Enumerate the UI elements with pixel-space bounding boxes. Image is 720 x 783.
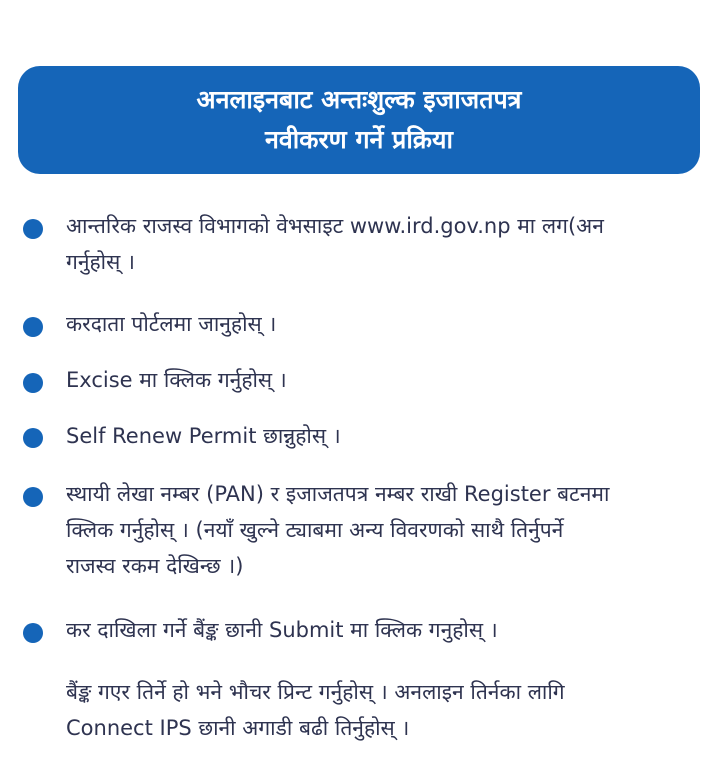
bullet-icon bbox=[23, 428, 43, 448]
title-line-1: अनलाइनबाट अन्तःशुल्क इजाजतपत्र bbox=[196, 85, 522, 114]
step-4-line-1: Self Renew Permit छान्नुहोस् । bbox=[66, 424, 341, 448]
step-1-line-1: आन्तरिक राजस्व विभागको वेभसाइट www.ird.gov.np मा लग(अन bbox=[66, 214, 604, 238]
note-line-2: Connect IPS छानी अगाडी बढी तिर्नुहोस् । bbox=[66, 716, 410, 740]
bullet-icon bbox=[23, 317, 43, 337]
bullet-icon bbox=[23, 487, 43, 507]
note-line-1: बैंङ्क गएर तिर्ने हो भने भौचर प्रिन्ट गर्नुहोस् । अनलाइन तिर्नका लागि bbox=[66, 680, 565, 704]
step-3-line-1: Excise मा क्लिक गर्नुहोस् । bbox=[66, 368, 287, 392]
step-1-line-2: गर्नुहोस् । bbox=[66, 250, 135, 274]
bullet-icon bbox=[23, 373, 43, 393]
step-5-line-1: स्थायी लेखा नम्बर (PAN) र इजाजतपत्र नम्बर राखी Register बटनमा bbox=[66, 482, 610, 506]
title-line-2: नवीकरण गर्ने प्रक्रिया bbox=[265, 125, 453, 154]
step-6-line-1: कर दाखिला गर्ने बैंङ्क छानी Submit मा क्लिक गनुहोस् । bbox=[66, 618, 498, 642]
step-5-line-3: राजस्व रकम देखिन्छ ।) bbox=[66, 554, 244, 578]
bullet-icon bbox=[23, 623, 43, 643]
title-banner bbox=[18, 66, 700, 174]
bullet-icon bbox=[23, 219, 43, 239]
step-5-line-2: क्लिक गर्नुहोस् । (नयाँ खुल्ने ट्याबमा अन्य विवरणको साथै तिर्नुपर्ने bbox=[66, 518, 564, 542]
step-2-line-1: करदाता पोर्टलमा जानुहोस् । bbox=[66, 312, 277, 336]
